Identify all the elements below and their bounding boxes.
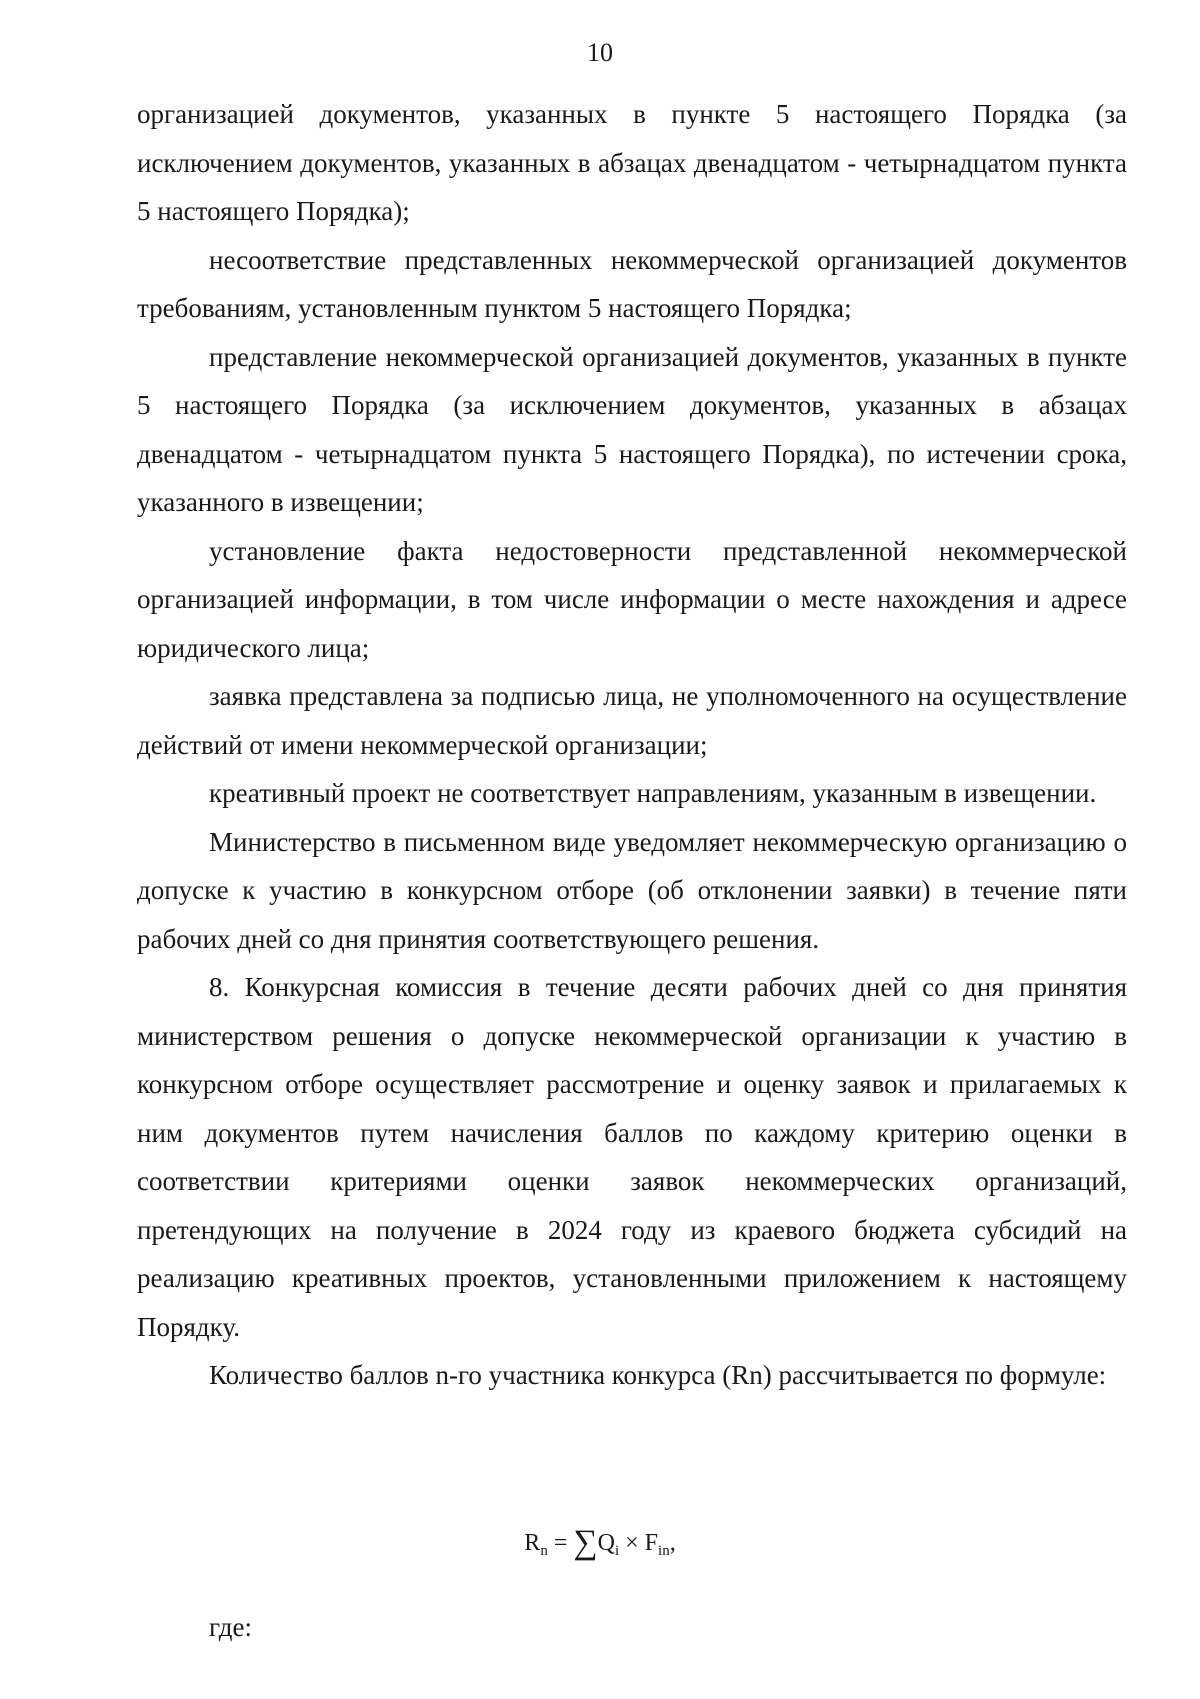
sum-symbol: ∑ bbox=[573, 1524, 598, 1561]
formula-lhs-subscript: n bbox=[540, 1543, 548, 1559]
formula-equals: = bbox=[553, 1530, 568, 1556]
formula-times: × bbox=[625, 1530, 639, 1556]
formula-comma: , bbox=[669, 1530, 676, 1556]
formula-f: F bbox=[644, 1530, 659, 1556]
paragraph: установление факта недостоверности представленной некоммерческой организацией информации, в том числе информации о месте нахождения и адресе юридического лица; bbox=[137, 535, 1127, 663]
page-number: 10 bbox=[587, 38, 613, 67]
paragraph: Министерство в письменном виде уведомляет некоммерческую организацию о допуске к участию в конкурсном отборе (об отклонении заявки) в течение пяти рабочих дней со дня принятия соответствующего решения. bbox=[137, 826, 1127, 954]
formula-q: Q bbox=[597, 1530, 615, 1556]
formula-q-subscript: i bbox=[614, 1543, 620, 1559]
paragraph: представление некоммерческой организацией документов, указанных в пункте 5 настоящего Порядка (за исключением документов, указанных в абзацах двенадцатом - четырнадцатом пункта 5 настоящего Порядка), по истечении срока, указанного в извещении; bbox=[137, 341, 1127, 517]
document-body bbox=[137, 90, 1127, 1400]
paragraph: креативный проект не соответствует направлениям, указанным в извещении. bbox=[209, 778, 1097, 808]
paragraph: Количество баллов n-го участника конкурса (Rn) рассчитывается по формуле: bbox=[209, 1360, 1107, 1390]
paragraph: заявка представлена за подписью лица, не уполномоченного на осуществление действий от имени некоммерческой организации; bbox=[137, 681, 1127, 760]
paragraph: 8. Конкурсная комиссия в течение десяти рабочих дней со дня принятия министерством решения о допуске некоммерческой организации к участию в конкурсном отборе осуществляет рассмотрение и оценку заявок и прилагаемых к ним документов путем начисления баллов по каждому критерию оценки в соответствии критериями оценки заявок некоммерческих организаций, претендующих на получение в 2024 году из краевого бюджета субсидий на реализацию креативных проектов, установленными приложением к настоящему Порядку. bbox=[137, 972, 1127, 1342]
formula-f-subscript: in bbox=[658, 1543, 670, 1559]
score-formula bbox=[0, 1523, 1200, 1571]
where-label: где: bbox=[209, 1612, 252, 1642]
formula-lhs: R bbox=[524, 1530, 541, 1556]
paragraph: организацией документов, указанных в пункте 5 настоящего Порядка (за исключением документов, указанных в абзацах двенадцатом - четырнадцатом пункта 5 настоящего Порядка); bbox=[137, 99, 1127, 226]
paragraph: несоответствие представленных некоммерческой организацией документов требованиям, установленным пунктом 5 настоящего Порядка; bbox=[137, 244, 1127, 323]
